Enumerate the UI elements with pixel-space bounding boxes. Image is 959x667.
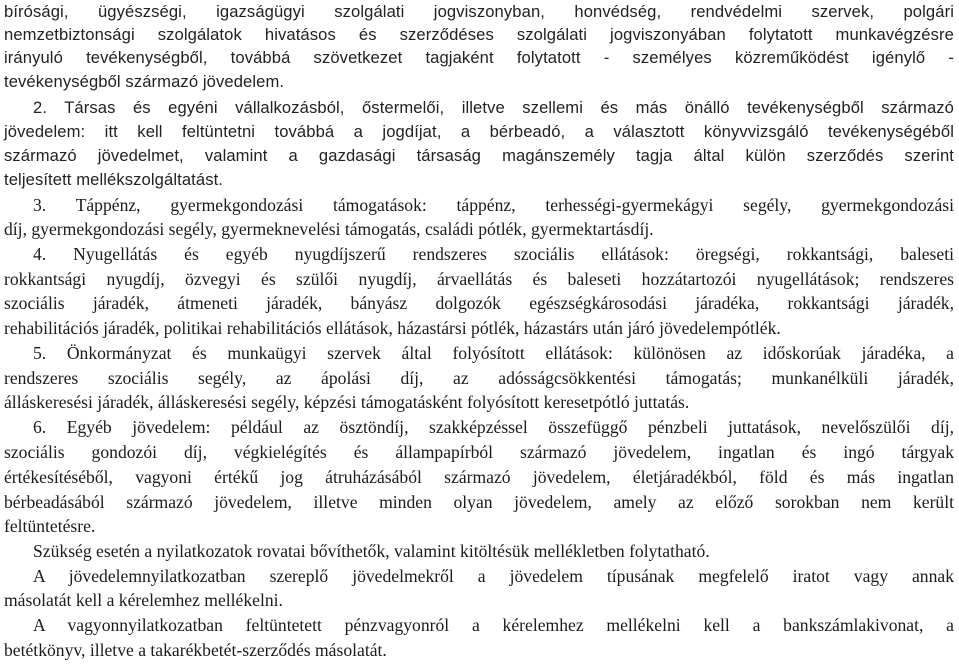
text-line-2: nemzetbiztonsági szolgálatok hivatásos és szerződéses szolgálati jogviszonyában folytatott munkavégzésre bbox=[4, 25, 954, 44]
note-assets-line-1: A vagyonnyilatkozatban feltüntetett pénzvagyonról a kérelemhez mellékelni kell a bankszámlakivonat, a bbox=[33, 615, 954, 635]
note-extension: Szükség esetén a nyilatkozatok rovatai bővíthetők, valamint kitöltésük mellékletben folytatható. bbox=[33, 541, 710, 561]
item-4-line-4: rehabilitációs járadék, politikai rehabilitációs ellátások, házastársi pótlék, házastárs után járó jövedelempótlék. bbox=[4, 318, 781, 338]
item-6-line-1: 6. Egyéb jövedelem: például az ösztöndíj, szakképzéssel összefüggő pénzbeli juttatások, nevelőszülői díj, bbox=[33, 417, 954, 437]
item-5-line-1: 5. Önkormányzat és munkaügyi szervek által folyósított ellátások: különösen az időskorúak járadéka, a bbox=[33, 343, 954, 363]
text-line-3: irányuló tevékenységből, továbbá szövetkezet tagjaként folytatott - személyes közreműködést igénylő - bbox=[4, 48, 954, 67]
note-assets-line-2: betétkönyv, illetve a takarékbetét-szerződés másolatát. bbox=[4, 640, 387, 660]
item-4-line-1: 4. Nyugellátás és egyéb nyugdíjszerű rendszeres szociális ellátások: öregségi, rokkantsági, baleseti bbox=[33, 244, 954, 264]
item-5-line-3: álláskeresési járadék, álláskeresési segély, képzési támogatásként folyósított keresetpótló juttatás. bbox=[4, 392, 690, 412]
note-income-line-2: másolatát kell a kérelemhez mellékelni. bbox=[4, 590, 283, 610]
note-income-line-1: A jövedelemnyilatkozatban szereplő jövedelmekről a jövedelem típusának megfelelő iratot vagy annak bbox=[33, 566, 954, 586]
item-3-line-1: 3. Táppénz, gyermekgondozási támogatások: táppénz, terhességi-gyermekágyi segély, gyermekgondozási bbox=[33, 195, 954, 215]
item-6-line-2: szociális gondozói díj, végkielégítés és állampapírból származó jövedelem, ingatlan és ingó tárgyak bbox=[4, 442, 954, 462]
item-6-line-3: értékesítéséből, vagyoni értékű jog átruházásából származó jövedelem, életjáradékból, föld és más ingatlan bbox=[4, 467, 954, 487]
item-6-line-5: feltüntetésre. bbox=[4, 516, 96, 536]
item-4-line-2: rokkantsági nyugdíj, özvegyi és szülői nyugdíj, árvaellátás és baleseti hozzátartozói nyugellátások; rendszeres bbox=[4, 269, 954, 289]
item-6-line-4: bérbeadásából származó jövedelem, illetve minden olyan jövedelem, amely az előző sorokban nem került bbox=[4, 492, 954, 512]
item-2-line-3: származó jövedelmet, valamint a gazdasági társaság magánszemély tagja által külön szerződés szerint bbox=[4, 146, 954, 165]
item-3-line-2: díj, gyermekgondozási segély, gyermeknevelési támogatás, családi pótlék, gyermektartásdíj. bbox=[4, 219, 654, 239]
item-2-line-1: 2. Társas és egyéni vállalkozásból, őstermelői, illetve szellemi és más önálló tevékenységből származó bbox=[33, 98, 954, 117]
item-5-line-2: rendszeres szociális segély, az ápolási díj, az adósságcsökkentési támogatás; munkanélküli járadék, bbox=[4, 368, 954, 388]
item-2-line-4: teljesített mellékszolgáltatást. bbox=[4, 170, 224, 189]
item-4-line-3: szociális járadék, átmeneti járadék, bányász dolgozók egészségkárosodási járadéka, rokkantsági járadék, bbox=[4, 293, 954, 313]
text-line-4: tevékenységből származó jövedelem. bbox=[4, 72, 285, 91]
text-line-1: bírósági, ügyészségi, igazságügyi szolgálati jogviszonyban, honvédség, rendvédelmi szervek, polgári bbox=[4, 2, 954, 21]
item-2-line-2: jövedelem: itt kell feltüntetni továbbá a jogdíjat, a bérbeadó, a választott könyvvizsgáló tevékenységéből bbox=[4, 122, 954, 141]
